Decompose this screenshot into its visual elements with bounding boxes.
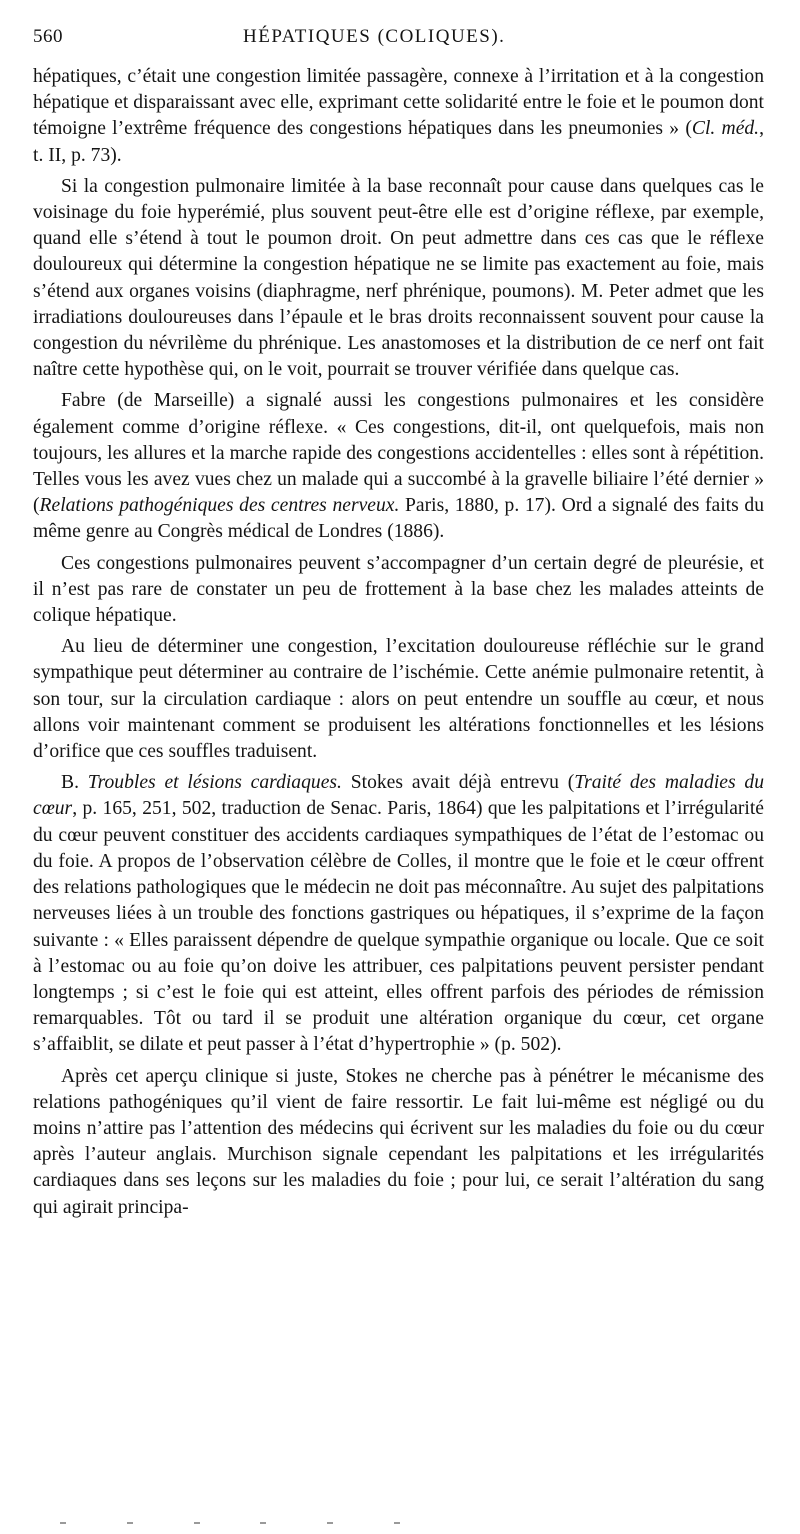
paragraph-6 [33,770,764,1058]
scan-mark [127,1522,133,1524]
paragraph-text: Fabre (de Marseille) a signalé aussi les congestions pulmonaires et les considère également comme d’origine réflexe. « Ces congestions, dit-il, ont quelquefois, mais non toujours, les allures et la marche rapide des congestions accidentelles : elles sont à répétition. Telles vous les avez vues chez un malade qui a succombé à la gravelle biliaire l’été dernier » ( [33,390,764,517]
scan-artifact-marks [60,1522,400,1526]
paragraph-text: , p. 165, 251, 502, traduction de Senac. Paris, 1864) que les palpitations et l’irrégularité du cœur peuvent constituer des accidents cardiaques sympathiques de l’état de l’estomac ou du foie. A propos de l’observation célèbre de Colles, il montre que le foie et le cœur offrent des relations pathologiques que le médecin ne doit pas méconnaître. Au sujet des palpitations nerveuses liées à un trouble des fonctions gastriques ou hépatiques, il s’exprime de la façon suivante : « Elles paraissent dépendre de quelque sympathie organique ou locale. Que ce soit à l’estomac ou au foie qu’on doive les attribuer, ces palpitations peuvent persister pendant longtemps ; si c’est le foie qui est atteint, elles offrent parfois des périodes de rémission remarquables. Tôt ou tard il se produit une altération organique du cœur, cet organe s’affaiblit, se dilate et peut passer à l’état d’hypertrophie » (p. 502). [33,798,764,1056]
body-text [33,64,764,1221]
scan-mark [260,1522,266,1524]
citation-title: Traité des maladies du cœur [33,772,764,820]
scan-mark [327,1522,333,1524]
running-title: HÉPATIQUES (COLIQUES). [243,26,506,47]
paragraph-1 [33,64,764,169]
paragraph-3 [33,388,764,545]
paragraph-2 [33,174,764,384]
section-heading: Troubles et lésions cardiaques. [87,772,342,794]
paragraph-4 [33,551,764,630]
paragraph-text: Après cet aperçu clinique si juste, Stokes ne cherche pas à pénétrer le mécanisme des relations pathogéniques qu’il vient de faire ressortir. Le fait lui-même est négligé ou du moins n’attire pas l’attention des médecins qui écrivent sur les maladies du foie ou du cœur après l’auteur anglais. Murchison signale cependant les palpitations et les irrégularités cardiaques dans ses leçons sur les maladies du foie ; pour lui, ce serait l’altération du sang qui agirait principa- [33,1065,764,1218]
paragraph-text: Si la congestion pulmonaire limitée à la base reconnaît pour cause dans quelques cas le voisinage du foie hyperémié, plus souvent peut-être elle est d’origine réflexe, par exemple, quand elle s’étend à tout le poumon droit. On peut admettre dans ces cas que le réflexe douloureux qui détermine la congestion hépatique ne se limite pas exactement au foie, mais s’étend aux organes voisins (diaphragme, nerf phrénique, poumons). M. Peter admet que les irradiations douloureuses dans l’épaule et le bras droits reconnaissent souvent pour cause la congestion du névrilème du phrénique. Les anastomoses et la distribution de ce nerf ont fait naître cette hypothèse qui, on le voit, pourrait se trouver vérifiée dans quelque cas. [33,175,764,381]
paragraph-text: , t. II, p. 73). [33,118,764,166]
paragraph-text: Ces congestions pulmonaires peuvent s’accompagner d’un certain degré de pleurésie, et il n’est pas rare de constater un peu de frottement à la base chez les malades atteints de colique hépatique. [33,552,764,627]
paragraph-text: Paris, 1880, p. 17). Ord a signalé des faits du même genre au Congrès médical de Londres (1886). [33,495,764,543]
citation-title: Cl. méd. [691,118,760,140]
paragraph-7 [33,1064,764,1221]
section-letter: B. [61,772,88,794]
paragraph-text: hépatiques, c’était une congestion limitée passagère, connexe à l’irritation et à la congestion hépatique et disparaissant avec elle, exprimant cette solidarité entre le foie et le poumon dont témoigne l’extrême fréquence des congestions hépatiques dans les pneumonies » ( [33,66,764,140]
citation-title: Relations pathogéniques des centres nerveux. [39,495,400,517]
paragraph-5 [33,634,764,765]
paragraph-text: Stokes avait déjà entrevu ( [341,772,575,794]
running-header [33,26,764,60]
scan-mark [194,1522,200,1524]
page-number: 560 [33,26,63,47]
paragraph-text: Au lieu de déterminer une congestion, l’excitation douloureuse réfléchie sur le grand sympathique peut déterminer au contraire de l’ischémie. Cette anémie pulmonaire retentit, à son tour, sur la circulation cardiaque : alors on peut entendre un souffle au cœur, et nous allons voir maintenant comment se produisent les altérations fonctionnelles et les lésions d’orifice que ces souffles traduisent. [33,636,764,763]
scan-mark [60,1522,66,1524]
scan-mark [394,1522,400,1524]
